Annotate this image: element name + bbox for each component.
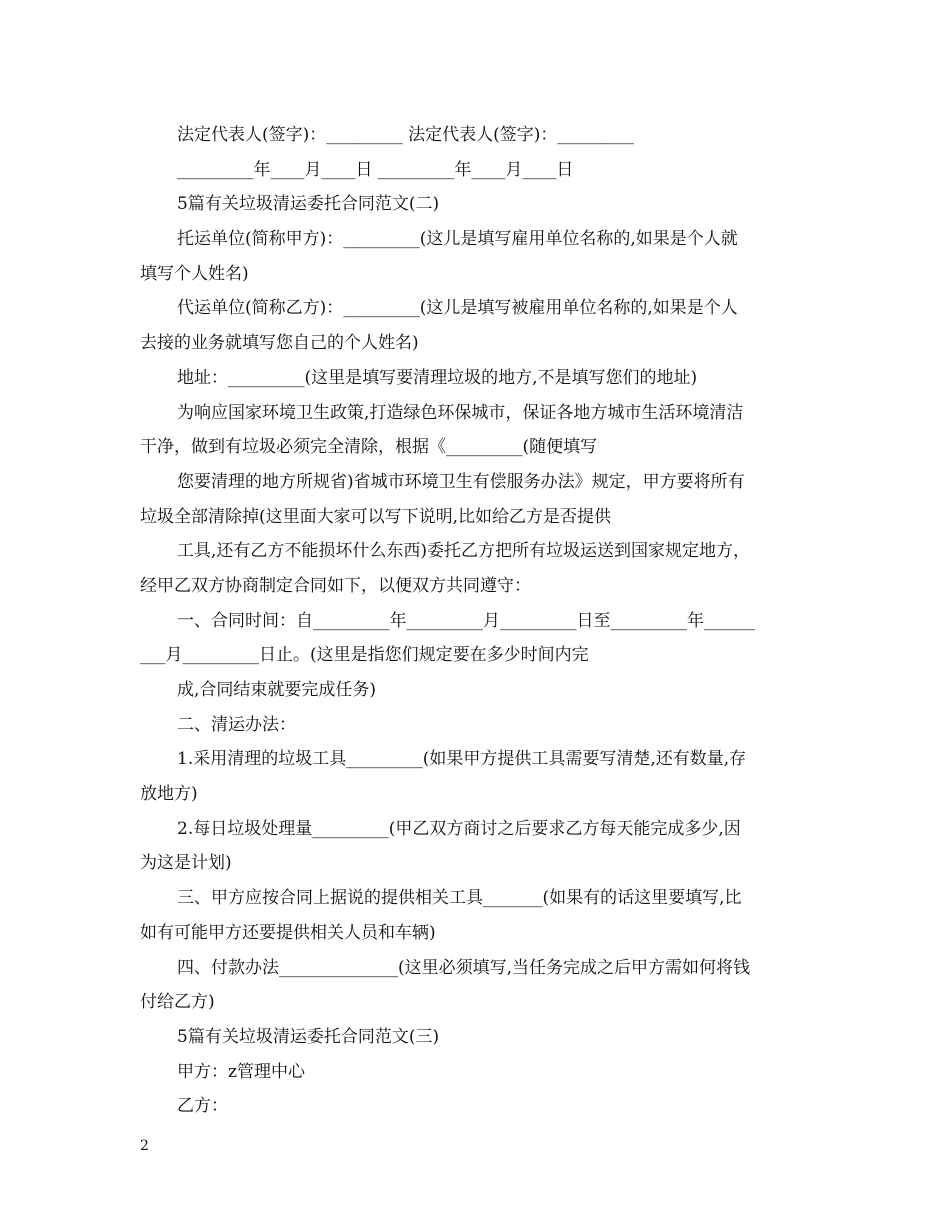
paragraph-line: 地址：_________(这里是填写要清理垃圾的地方,不是填写您们的地址): [177, 367, 698, 388]
paragraph-line: 二、清运办法：: [177, 714, 296, 735]
paragraph-line: 您要清理的地方所规省)省城市环境卫生有偿服务办法》规定，甲方要将所有: [177, 471, 745, 492]
paragraph-line: ___月_________日止。(这里是指您们规定要在多少时间内完: [140, 645, 589, 666]
paragraph-line: 为响应国家环境卫生政策,打造绿色环保城市，保证各地方城市生活环境清洁: [177, 402, 744, 423]
date-line: _________年____月____日 _________年____月____日: [177, 159, 574, 180]
paragraph-line: 经甲乙双方协商制定合同如下，以便双方共同遵守：: [140, 575, 531, 596]
paragraph-line: 如有可能甲方还要提供相关人员和车辆): [140, 922, 436, 943]
paragraph-line: 放地方): [140, 784, 198, 805]
document-body: [140, 118, 812, 1124]
paragraph-line: 甲方：z管理中心: [177, 1061, 305, 1082]
paragraph-line: 乙方：: [177, 1096, 228, 1117]
page-number: 2: [140, 1138, 149, 1154]
paragraph-line: 付给乙方): [140, 992, 215, 1013]
paragraph-line: 2.每日垃圾处理量_________(甲乙双方商讨之后要求乙方每天能完成多少,因: [177, 818, 741, 839]
paragraph-line: 干净，做到有垃圾必须完全清除，根据《_________(随便填写: [140, 437, 598, 458]
section-heading-3: 5篇有关垃圾清运委托合同范文(三): [177, 1026, 440, 1047]
paragraph-line: 填写个人姓名): [140, 263, 249, 284]
paragraph-line: 四、付款办法______________(这里必须填写,当任务完成之后甲方需如何将钱: [177, 957, 751, 978]
paragraph-line: 为这是计划): [140, 853, 232, 874]
paragraph-line: 成,合同结束就要完成任务): [177, 680, 377, 700]
paragraph-line: 代运单位(简称乙方)：_________(这儿是填写被雇用单位名称的,如果是个人: [177, 298, 738, 319]
signature-line: 法定代表人(签字)：_________ 法定代表人(签字)：_________: [177, 125, 634, 145]
paragraph-line: 垃圾全部清除掉(这里面大家可以写下说明,比如给乙方是否提供: [140, 506, 612, 527]
paragraph-line: 1.采用清理的垃圾工具_________(如果甲方提供工具需要写清楚,还有数量,存: [177, 749, 747, 770]
paragraph-line: 工具,还有乙方不能损坏什么东西)委托乙方把所有垃圾运送到国家规定地方，: [177, 541, 751, 562]
paragraph-line: 托运单位(简称甲方)：_________(这儿是填写雇用单位名称的,如果是个人就: [177, 229, 738, 250]
paragraph-line: 三、甲方应按合同上据说的提供相关工具_______(如果有的话这里要填写,比: [177, 888, 742, 909]
section-heading-2: 5篇有关垃圾清运委托合同范文(二): [177, 194, 440, 215]
paragraph-line: 一、合同时间：自_________年_________月_________日至_________年______: [177, 610, 755, 631]
paragraph-line: 去接的业务就填写您自己的个人姓名): [140, 333, 419, 354]
